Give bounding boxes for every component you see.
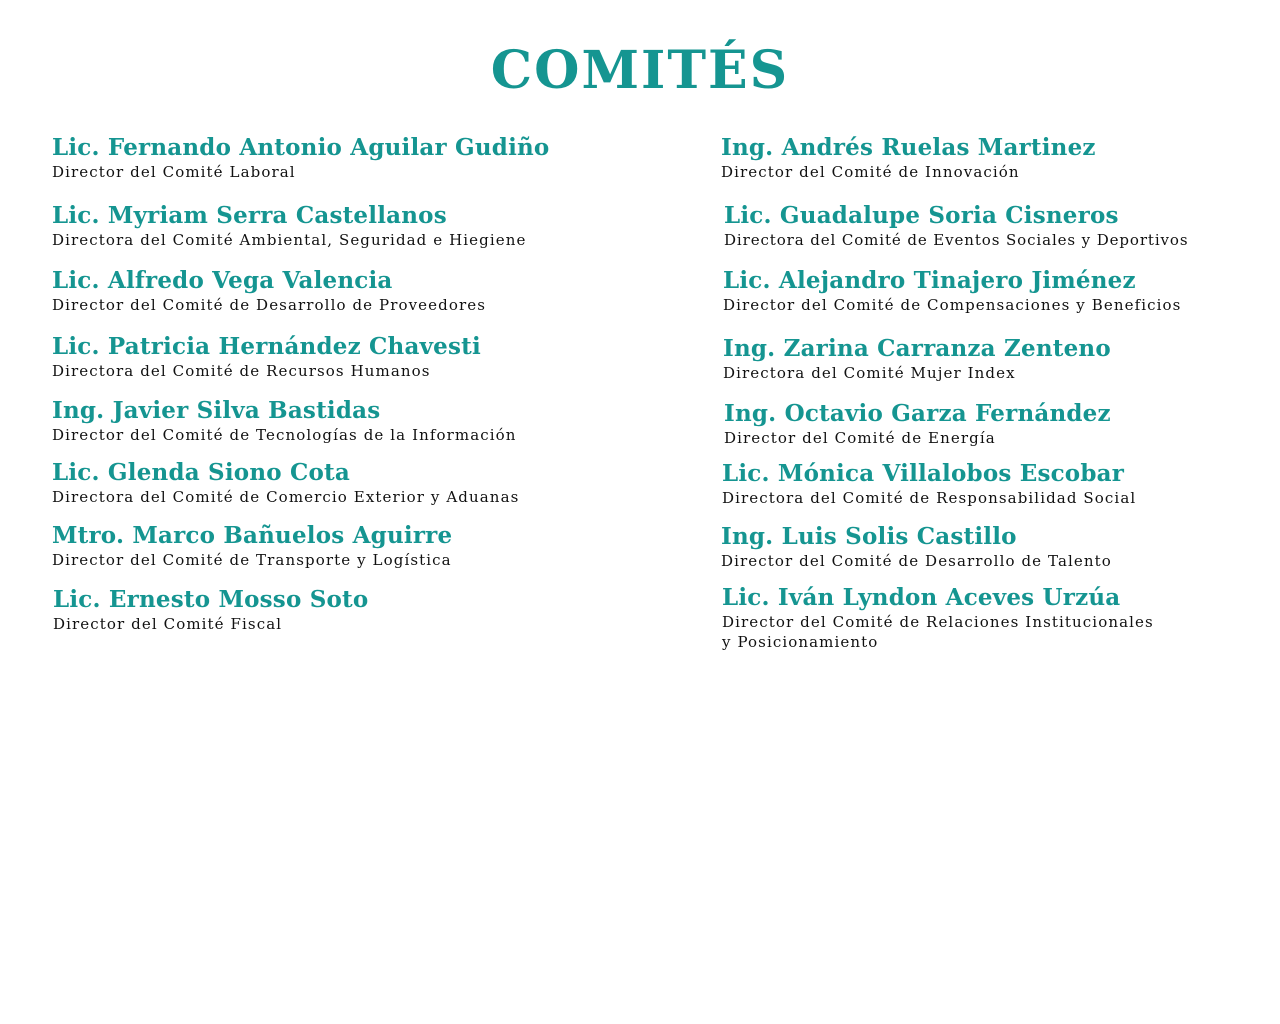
member-role: Director del Comité de Compensaciones y Beneficios <box>723 296 1182 314</box>
committee-entry-eventos <box>724 202 1280 250</box>
member-role: Director del Comité de Desarrollo de Talento <box>721 552 1112 570</box>
member-role: Director del Comité de Desarrollo de Proveedores <box>52 296 487 314</box>
member-role: Directora del Comité de Eventos Sociales y Deportivos <box>724 231 1189 249</box>
member-role: Director del Comité de Relaciones Institucionales <box>722 613 1154 631</box>
member-name: Ing. Luis Solis Castillo <box>721 523 1017 550</box>
member-name: Lic. Glenda Siono Cota <box>52 459 350 486</box>
member-name: Ing. Andrés Ruelas Martinez <box>721 134 1096 161</box>
member-role: Director del Comité de Transporte y Logística <box>52 551 452 569</box>
member-name: Lic. Alfredo Vega Valencia <box>52 267 393 294</box>
member-name: Mtro. Marco Bañuelos Aguirre <box>52 522 453 549</box>
committee-entry-proveedores <box>52 267 612 315</box>
committee-entry-responsabilidad-social <box>722 460 1280 508</box>
member-name: Lic. Ernesto Mosso Soto <box>53 586 369 613</box>
member-role: Director del Comité Fiscal <box>53 615 283 633</box>
member-name: Lic. Guadalupe Soria Cisneros <box>724 202 1119 229</box>
committee-entry-fiscal <box>53 586 613 634</box>
committee-entry-innovacion <box>721 134 1280 182</box>
member-name: Ing. Octavio Garza Fernández <box>724 400 1111 427</box>
member-role: Director del Comité de Energía <box>724 429 996 447</box>
member-name: Ing. Zarina Carranza Zenteno <box>723 335 1111 362</box>
member-role: Director del Comité de Innovación <box>721 163 1020 181</box>
committee-entry-transporte <box>52 522 612 570</box>
member-role: Director del Comité Laboral <box>52 163 296 181</box>
member-name: Ing. Javier Silva Bastidas <box>52 397 381 424</box>
member-role: Directora del Comité de Responsabilidad Social <box>722 489 1137 507</box>
member-name: Lic. Myriam Serra Castellanos <box>52 202 447 229</box>
member-role: Directora del Comité Mujer Index <box>723 364 1016 382</box>
committee-entry-ambiental <box>52 202 612 250</box>
committee-entry-tecnologias <box>52 397 612 445</box>
member-name: Lic. Iván Lyndon Aceves Urzúa <box>722 584 1121 611</box>
member-role-continued: y Posicionamiento <box>722 633 879 651</box>
member-role: Directora del Comité de Comercio Exterior y Aduanas <box>52 488 520 506</box>
committee-entry-compensaciones <box>723 267 1280 315</box>
member-role: Directora del Comité de Recursos Humanos <box>52 362 431 380</box>
committee-entry-mujer-index <box>723 335 1280 383</box>
committee-entry-laboral <box>52 134 612 182</box>
member-name: Lic. Alejandro Tinajero Jiménez <box>723 267 1136 294</box>
committee-entry-talento <box>721 523 1280 571</box>
member-name: Lic. Patricia Hernández Chavesti <box>52 333 481 360</box>
member-name: Lic. Mónica Villalobos Escobar <box>722 460 1125 487</box>
page-title: COMITÉS <box>490 40 790 101</box>
committee-entry-recursos-humanos <box>52 333 612 381</box>
committee-entry-relaciones-institucionales <box>722 584 1280 652</box>
member-name: Lic. Fernando Antonio Aguilar Gudiño <box>52 134 550 161</box>
member-role: Directora del Comité Ambiental, Seguridad e Hiegiene <box>52 231 527 249</box>
committee-entry-comercio-exterior <box>52 459 612 507</box>
committee-entry-energia <box>724 400 1280 448</box>
member-role: Director del Comité de Tecnologías de la Información <box>52 426 517 444</box>
